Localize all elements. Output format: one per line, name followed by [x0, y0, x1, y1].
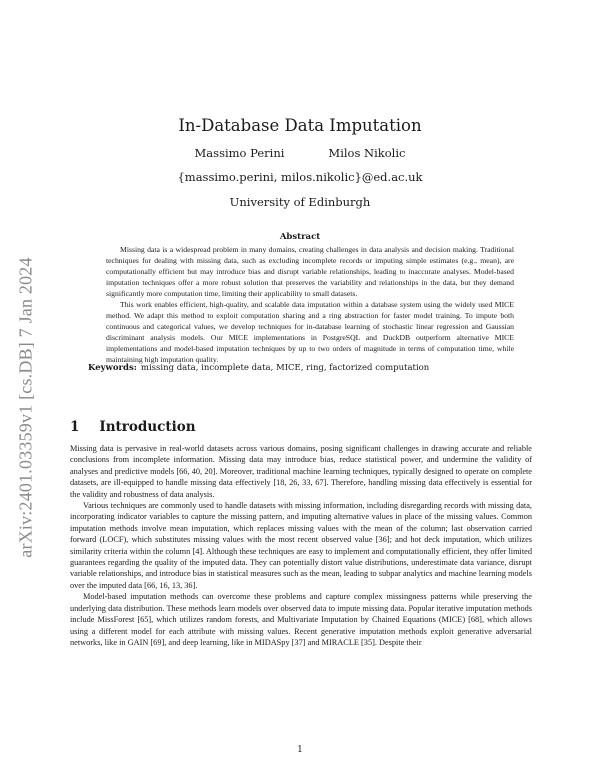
- abstract-paragraph: Missing data is a widespread problem in many domains, creating challenges in data analysis and decision making. Traditional techniques for dealing with missing data, such as excluding incomplete records or imputing simple estimates (e.g., mean), are computationally efficient but may introduce bias and disrupt variable relationships, leading to inaccurate analyses. Model-based imputation techniques offer a more robust solution that preserves the variability and relationships in the data, but they demand significantly more computation time, limiting their applicability to small datasets.: [106, 245, 514, 298]
- abstract-heading: Abstract: [279, 232, 321, 242]
- author-email: {massimo.perini, milos.nikolic}@ed.ac.uk: [177, 170, 423, 184]
- abstract-paragraph: This work enables efficient, high-quality, and scalable data imputation within a database system using the widely used MICE method. We adapt this method to exploit computation sharing and a ring abstraction for faster model training. To impute both continuous and categorical values, we develop techniques for in-database learning of stochastic linear regression and Gaussian discriminant analysis models. Our MICE implementations in PostgreSQL and DuckDB outperform alternative MICE implementations and model-based imputation techniques by up to two orders of magnitude in terms of computation time, while maintaining high imputation quality.: [106, 300, 514, 364]
- keywords-label: Keywords:: [88, 363, 137, 373]
- author-name: Massimo Perini: [194, 146, 285, 160]
- author-name: Milos Nikolic: [328, 146, 406, 160]
- keywords: [88, 363, 518, 373]
- body-text: [70, 443, 532, 648]
- page-number: 1: [297, 745, 303, 755]
- affiliation: University of Edinburgh: [229, 195, 371, 209]
- section-number: 1: [70, 419, 80, 435]
- body-paragraph: Various techniques are commonly used to handle datasets with missing information, including disregarding records with missing data, incorporating indicator variables to capture the missing pattern, and imputing alternative values in place of the missing values. Common imputation methods involve mean imputation, which replaces missing values with the mean of the column; last observation carried forward (LOCF), which substitutes missing values with the most recent observed value [36]; and hot deck imputation, which utilizes similarity criteria within the column [4]. Although these techniques are easy to implement and computationally efficient, they offer limited guarantees regarding the quality of the imputed data. They can potentially distort value distributions, underestimate data variance, disrupt variable relationships, and introduce bias in statistical measures such as the mean, leading to subpar analytics and machine learning models over the imputed data [66, 16, 13, 36].: [70, 501, 532, 590]
- section-heading: [70, 419, 196, 435]
- paper-title: In-Database Data Imputation: [178, 116, 422, 135]
- arxiv-identifier-text: arXiv:2401.03359v1 [cs.DB] 7 Jan 2024: [15, 257, 36, 558]
- keywords-text: missing data, incomplete data, MICE, ring, factorized computation: [140, 363, 430, 373]
- author-list: [0, 146, 600, 160]
- section-title: Introduction: [99, 419, 196, 435]
- body-paragraph: Model-based imputation methods can overcome these problems and capture complex missingness patterns while preserving the underlying data distribution. These methods learn models over observed data to impute missing data. Popular iterative imputation methods include MissForest [65], which utilizes random forests, and Multivariate Imputation by Chained Equations (MICE) [68], which allows using a different model for each attribute with missing values. Recent generative imputation methods exploit generative adversarial networks, like in GAIN [69], and deep learning, like in MIDASpy [37] and MIRACLE [35]. Despite their: [70, 592, 532, 647]
- arxiv-identifier: [14, 210, 38, 605]
- abstract: [106, 244, 514, 365]
- body-paragraph: Missing data is pervasive in real-world datasets across various domains, posing significant challenges in drawing accurate and reliable conclusions from incomplete information. Missing data may introduce bias, reduce statistical power, and undermine the validity of analyses and predictive models [66, 40, 20]. Moreover, traditional machine learning techniques, typically designed to operate on complete datasets, are ill-equipped to handle missing data effectively [18, 26, 33, 67]. Therefore, handling missing data effectively is essential for the validity and robustness of data analysis.: [70, 444, 532, 499]
